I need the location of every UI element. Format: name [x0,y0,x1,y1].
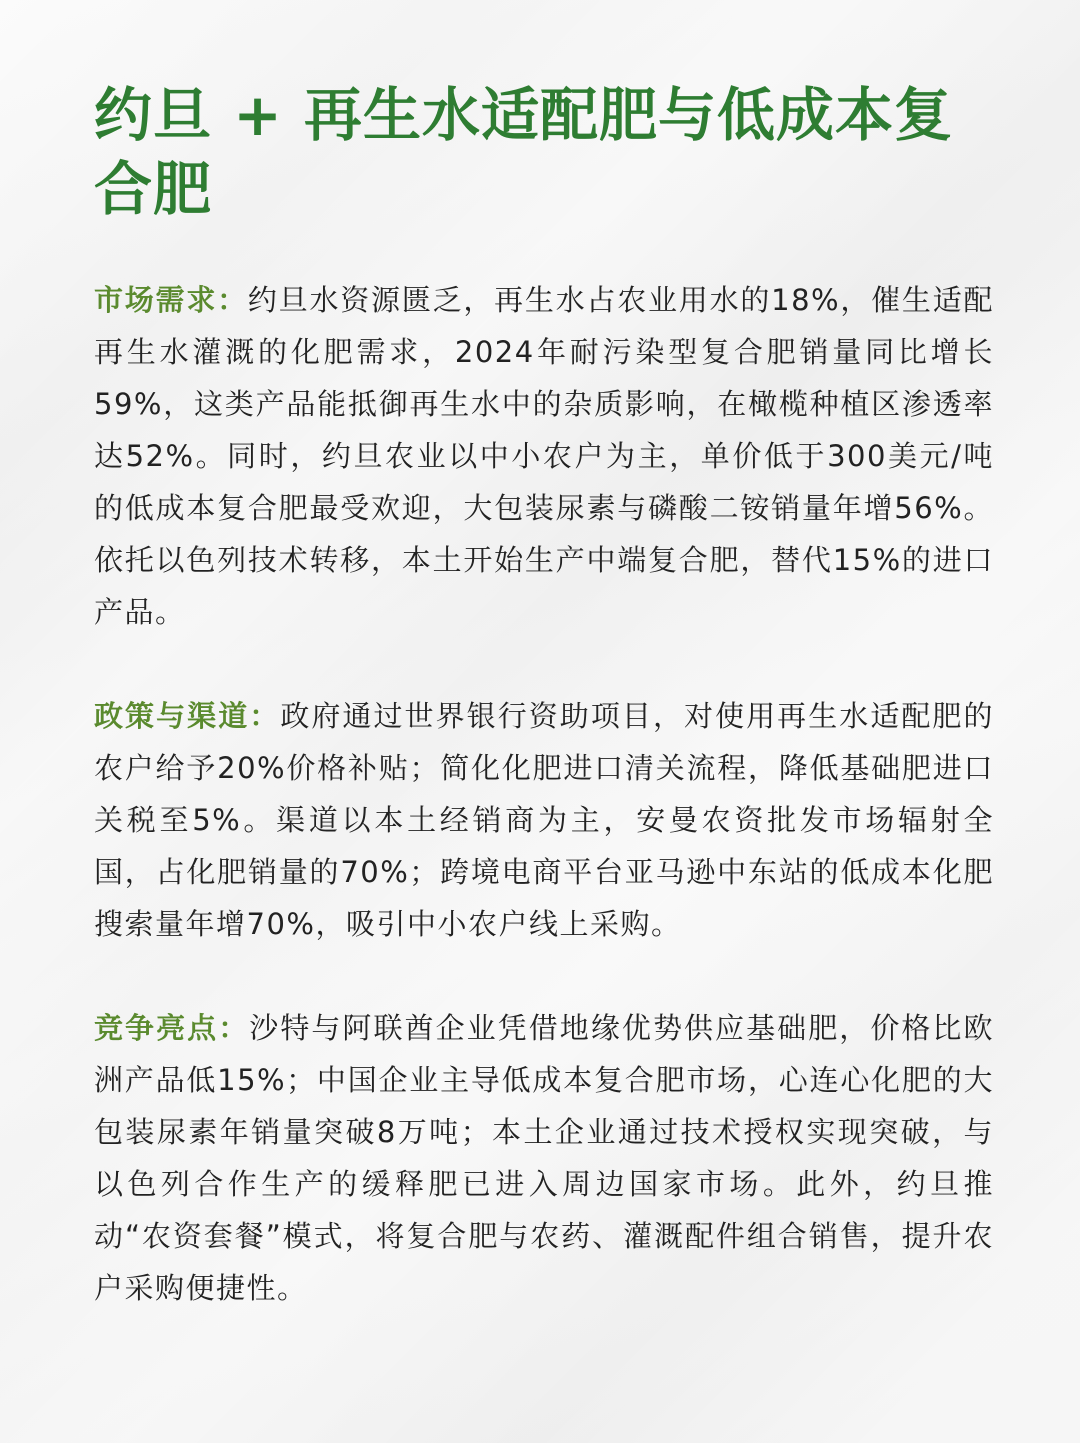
section-body: 政府通过世界银行资助项目，对使用再生水适配肥的农户给予20%价格补贴；简化化肥进口清关流程，降低基础肥进口关税至5%。渠道以本土经销商为主，安曼农资批发市场辐射全国，占化肥销量的70%；跨境电商平台亚马逊中东站的低成本化肥搜索量年增70%，吸引中小农户线上采购。 [94,699,994,941]
article [94,78,994,1314]
section-competition-highlights [94,1002,994,1314]
section-heading: 政策与渠道： [94,699,281,733]
page-title: 约旦 + 再生水适配肥与低成本复合肥 [94,81,953,223]
section-body: 沙特与阿联酋企业凭借地缘优势供应基础肥，价格比欧洲产品低15%；中国企业主导低成本复合肥市场，心连心化肥的大包装尿素年销量突破8万吨；本土企业通过技术授权实现突破，与以色列合作生产的缓释肥已进入周边国家市场。此外，约旦推动“农资套餐”模式，将复合肥与农药、灌溉配件组合销售，提升农户采购便捷性。 [94,1011,994,1305]
section-heading: 竞争亮点： [94,1011,250,1045]
section-market-demand [94,274,994,638]
section-policy-channels [94,690,994,950]
section-heading: 市场需求： [94,283,248,317]
section-body: 约旦水资源匮乏，再生水占农业用水的18%，催生适配再生水灌溉的化肥需求，2024年耐污染型复合肥销量同比增长59%，这类产品能抵御再生水中的杂质影响，在橄榄种植区渗透率达52%。同时，约旦农业以中小农户为主，单价低于300美元/吨的低成本复合肥最受欢迎，大包装尿素与磷酸二铵销量年增56%。依托以色列技术转移，本土开始生产中端复合肥，替代15%的进口产品。 [94,283,994,629]
